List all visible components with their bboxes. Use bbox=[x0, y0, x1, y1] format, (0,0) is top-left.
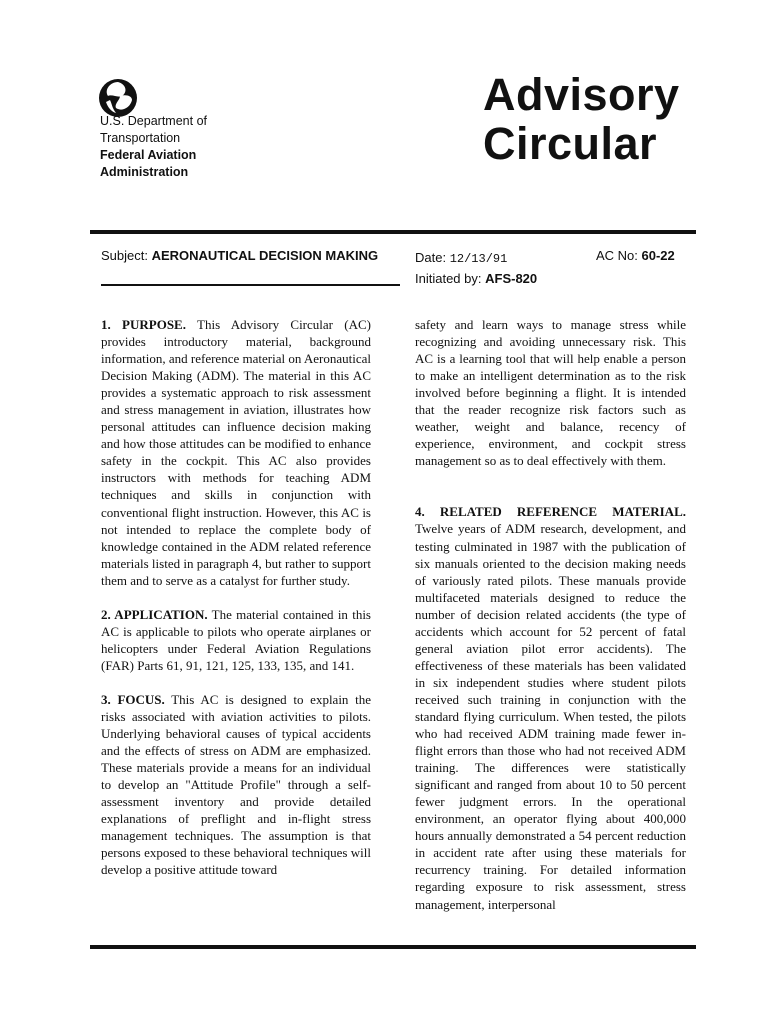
section-application bbox=[101, 606, 371, 674]
section-text: The material contained in this AC is applicable to pilots who operate airplanes or helicopters under Federal Aviation Regulations (FAR) Parts 61, 91, 121, 125, 133, 135, and 141. bbox=[101, 606, 371, 673]
date-line bbox=[415, 248, 537, 269]
section-heading: 3. FOCUS. bbox=[101, 691, 165, 707]
dept-line-2: Transportation bbox=[100, 131, 181, 145]
ac-number bbox=[596, 248, 675, 263]
initiated-line bbox=[415, 269, 537, 288]
document-title bbox=[483, 70, 680, 168]
dot-seal-icon bbox=[98, 78, 138, 118]
section-purpose bbox=[101, 316, 371, 589]
top-rule bbox=[90, 230, 696, 234]
left-column bbox=[101, 316, 371, 895]
faa-line-2: Administration bbox=[100, 165, 189, 179]
ac-value: 60-22 bbox=[641, 248, 675, 263]
section-text: This Advisory Circular (AC) provides introductory material, background information, and reference material on Aeronautical Decision Making (ADM). The material in this AC provides a systematic approach to risk assessment and stress management in aviation, illustrates how personal attitudes can influence decision making and how those attitudes can be modified to enhance safety in the cockpit. This AC also provides instructors with methods for teaching ADM techniques and skills in conjunction with conventional flight instruction. However, this AC is not intended to replace the complete body of knowledge contained in the ADM related reference materials listed in paragraph 4, but rather to support them and to serve as a catalyst for further study. bbox=[101, 317, 372, 588]
ac-label: AC No: bbox=[596, 248, 642, 263]
subject-line bbox=[101, 248, 378, 263]
faa-line-1: Federal Aviation bbox=[100, 148, 197, 162]
title-line-1: Advisory bbox=[483, 69, 680, 120]
section-text: Twelve years of ADM research, development, and testing culminated in 1987 with the publication of six manuals oriented to the decision making needs of variously rated pilots. These manuals provide multifaceted materials designed to reduce the number of decision related accidents (the type of accidents which account for 52 percent of fatal general aviation pilot error accidents). The effectiveness of these materials has been validated in six independent studies where student pilots received such training in conjunction with the standard flying curriculum. When tested, the pilots who had received ADM training made fewer in-flight errors than those who had not received ADM training. The differences were statistically significant and ranged from about 10 to 50 percent fewer judgment errors. In the operational environment, an operator flying about 400,000 hours annually demonstrated a 54 percent reduction in accident rate after using these materials for recurrency training. For detailed information regarding exposure to risk assessment, stress management, interpersonal bbox=[415, 521, 686, 912]
date-value: 12/13/91 bbox=[449, 252, 508, 266]
section-heading: 4. RELATED REFERENCE MATERIAL. bbox=[415, 504, 686, 520]
dept-line-1: U.S. Department of bbox=[100, 114, 207, 128]
section-text: safety and learn ways to manage stress while recognizing and avoiding unnecessary risk. This AC is a learning tool that will help enable a person to make an intelligent determination as to the risk involved before beginning a flight. It is intended that the reader recognize risk factors such as weather, weight and balance, recency of experience, environment, and cockpit stress management so as to deal effectively with them. bbox=[415, 317, 686, 469]
title-line-2: Circular bbox=[483, 118, 658, 169]
bottom-rule bbox=[90, 945, 696, 949]
right-column bbox=[415, 316, 686, 930]
subject-rule bbox=[101, 284, 400, 286]
section-heading: 2. APPLICATION. bbox=[101, 606, 208, 622]
date-label: Date: bbox=[415, 250, 450, 265]
initiated-label: Initiated by: bbox=[415, 271, 486, 286]
section-heading: 1. PURPOSE. bbox=[101, 317, 186, 332]
section-focus-continued bbox=[415, 316, 686, 469]
date-block bbox=[415, 248, 537, 288]
agency-block bbox=[100, 113, 207, 181]
section-focus bbox=[101, 691, 371, 879]
subject-value: AERONAUTICAL DECISION MAKING bbox=[151, 248, 379, 263]
section-text: This AC is designed to explain the risks associated with aviation activities to pilots. Underlying behavioral causes of typical accidents and the effects of stress on ADM are emphasized. These materials provide a means for an individual to develop an "Attitude Profile" through a self-assessment inventory and provide detailed explanations of preflight and in-flight stress management techniques. The assumption is that persons exposed to these behavioral techniques will develop a positive attitude toward bbox=[101, 691, 372, 878]
initiated-value: AFS-820 bbox=[485, 271, 538, 286]
section-reference bbox=[415, 503, 686, 912]
subject-label: Subject: bbox=[101, 248, 152, 263]
